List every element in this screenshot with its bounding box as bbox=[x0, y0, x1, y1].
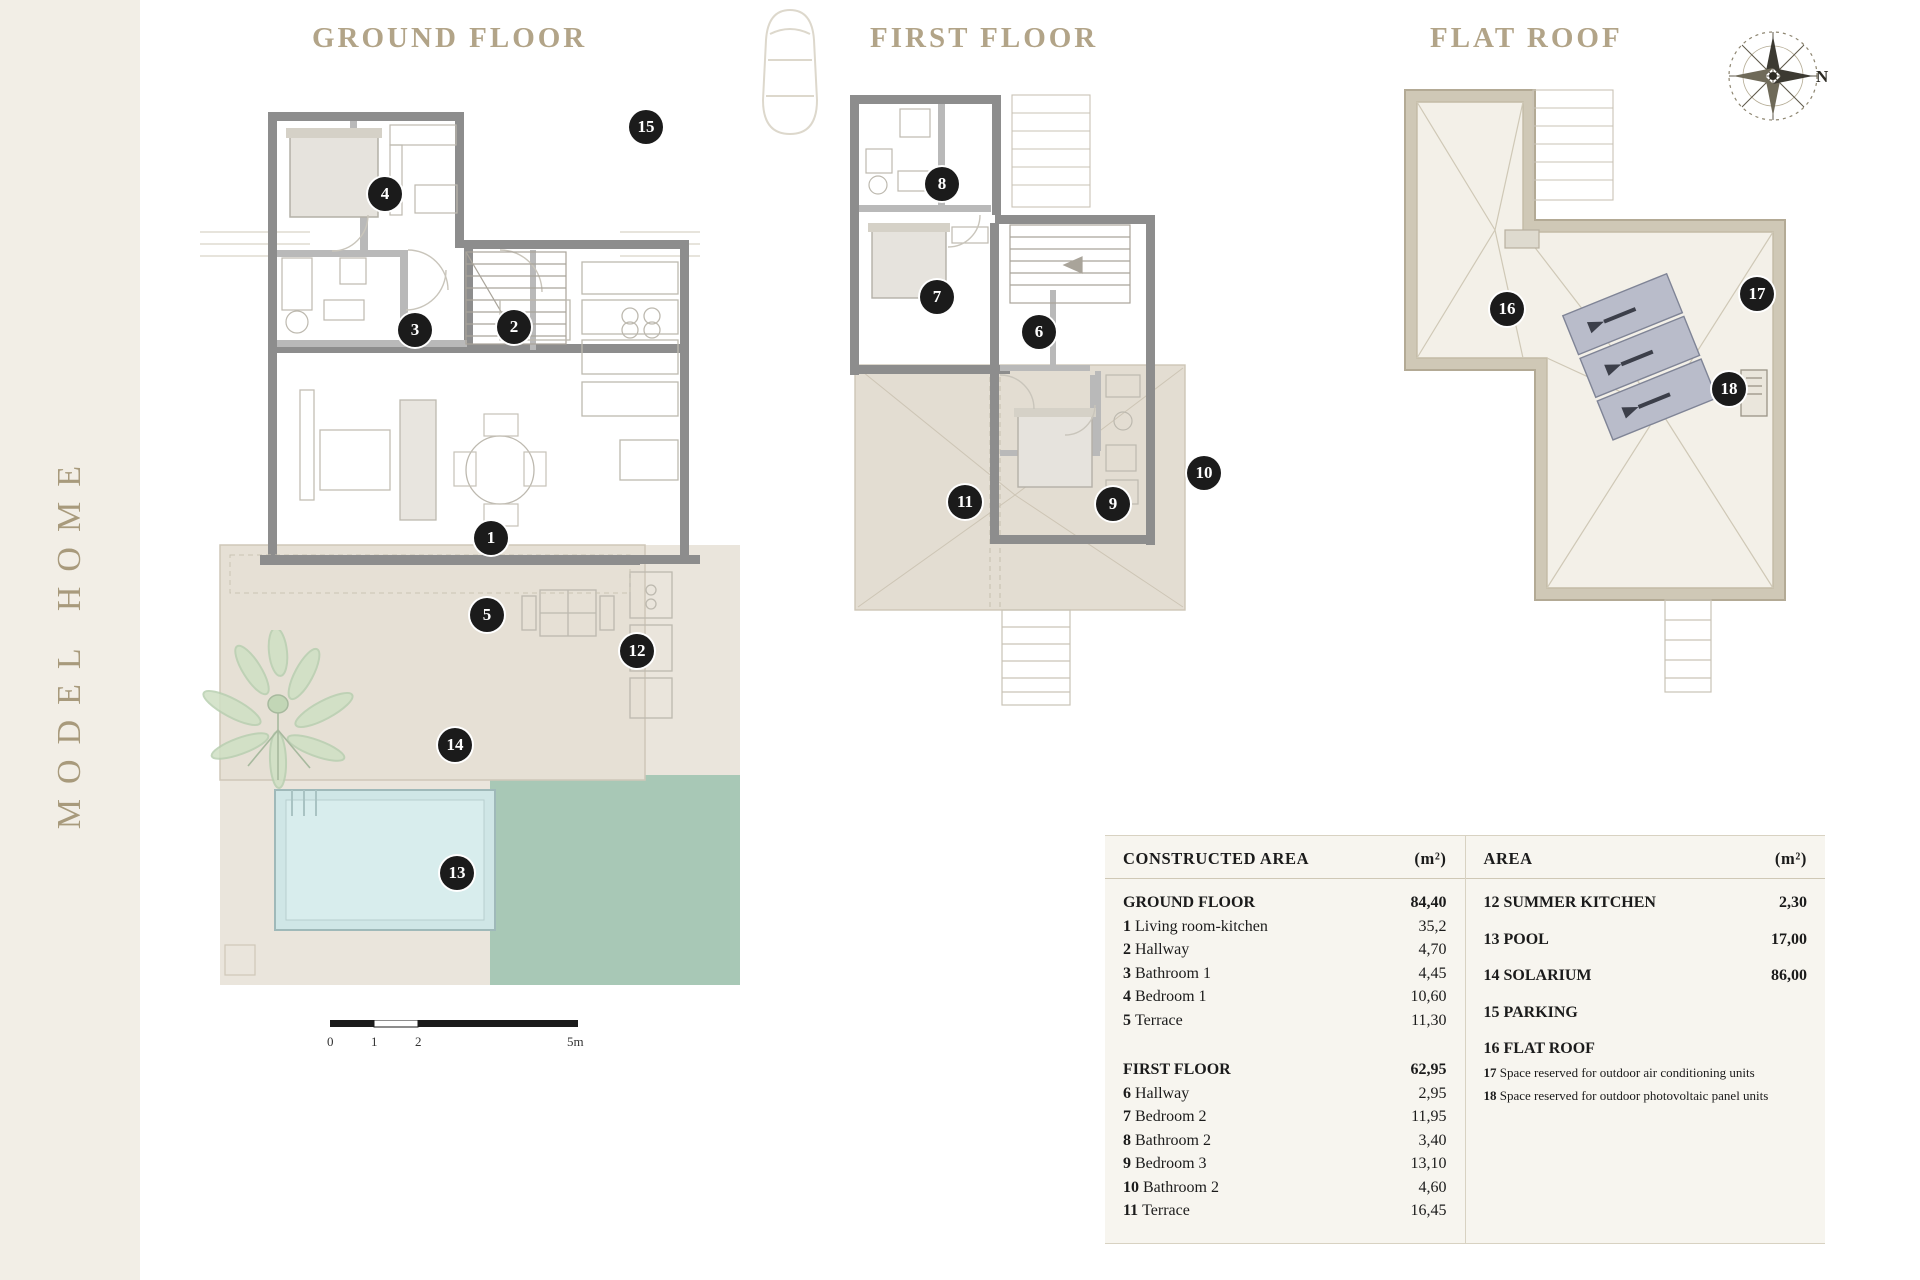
marker-18[interactable]: 18 bbox=[1712, 372, 1746, 406]
constructed-area-table-header bbox=[1105, 836, 1465, 879]
area-unit: (m²) bbox=[1774, 849, 1807, 868]
row-num: 18 bbox=[1483, 1088, 1497, 1103]
plant-decoration-icon bbox=[200, 630, 360, 800]
row-num: 5 bbox=[1123, 1011, 1131, 1029]
row-value: 4,60 bbox=[1418, 1178, 1447, 1196]
row-num: 6 bbox=[1123, 1084, 1131, 1102]
row-value: 2,30 bbox=[1779, 894, 1807, 911]
row-name: Bedroom 2 bbox=[1135, 1108, 1207, 1125]
row-name: Space reserved for outdoor photovoltaic panel units bbox=[1499, 1088, 1769, 1103]
row-name: PARKING bbox=[1503, 1003, 1578, 1021]
table-row bbox=[1484, 1037, 1808, 1061]
row-value: 62,95 bbox=[1410, 1061, 1447, 1078]
title-flat-roof: FLAT ROOF bbox=[1430, 22, 1623, 54]
row-num: 11 bbox=[1123, 1202, 1139, 1219]
table-row bbox=[1123, 1082, 1447, 1106]
row-name: Bathroom 1 bbox=[1135, 964, 1211, 982]
row-num: 16 bbox=[1483, 1040, 1500, 1057]
row-num: 17 bbox=[1483, 1064, 1497, 1080]
table-row bbox=[1123, 891, 1447, 915]
row-num: 2 bbox=[1123, 941, 1131, 958]
table-row bbox=[1123, 1176, 1447, 1200]
row-name: Space reserved for outdoor air conditioning units bbox=[1499, 1064, 1755, 1080]
scale-bar bbox=[327, 1020, 590, 1060]
row-value: 4,45 bbox=[1418, 964, 1447, 982]
row-name: FIRST FLOOR bbox=[1123, 1061, 1231, 1078]
row-num: 15 bbox=[1483, 1003, 1500, 1021]
marker-7[interactable]: 7 bbox=[920, 280, 954, 314]
row-num: 9 bbox=[1123, 1155, 1131, 1172]
area-title: AREA bbox=[1483, 849, 1533, 868]
row-name: Terrace bbox=[1142, 1202, 1190, 1219]
constructed-area-unit: (m²) bbox=[1414, 849, 1447, 868]
row-num: 12 bbox=[1483, 894, 1500, 911]
marker-1[interactable]: 1 bbox=[474, 521, 508, 555]
row-value: 35,2 bbox=[1418, 917, 1447, 935]
row-num: 7 bbox=[1123, 1108, 1131, 1125]
row-num: 8 bbox=[1123, 1131, 1131, 1149]
marker-12[interactable]: 12 bbox=[620, 634, 654, 668]
row-num: 3 bbox=[1123, 964, 1131, 982]
marker-13[interactable]: 13 bbox=[440, 856, 474, 890]
marker-15[interactable]: 15 bbox=[629, 110, 663, 144]
marker-10[interactable]: 10 bbox=[1187, 456, 1221, 490]
table-row bbox=[1484, 891, 1808, 915]
marker-6[interactable]: 6 bbox=[1022, 315, 1056, 349]
table-row bbox=[1484, 928, 1808, 952]
first-floor-plan bbox=[840, 75, 1300, 725]
marker-9[interactable]: 9 bbox=[1096, 487, 1130, 521]
table-row bbox=[1484, 1001, 1808, 1025]
row-value: 3,40 bbox=[1418, 1131, 1447, 1149]
table-row-spacer bbox=[1123, 1032, 1447, 1058]
row-name: SUMMER KITCHEN bbox=[1503, 894, 1656, 911]
table-row bbox=[1123, 1129, 1447, 1153]
row-name: Bedroom 3 bbox=[1135, 1155, 1207, 1172]
title-ground-floor: GROUND FLOOR bbox=[312, 22, 588, 54]
row-name: Terrace bbox=[1135, 1011, 1183, 1029]
row-num: 14 bbox=[1483, 967, 1500, 984]
area-tables bbox=[1105, 835, 1825, 1244]
ground-floor-plan bbox=[200, 0, 840, 1020]
table-row bbox=[1123, 962, 1447, 986]
marker-14[interactable]: 14 bbox=[438, 728, 472, 762]
row-name: FLAT ROOF bbox=[1503, 1040, 1595, 1057]
row-name: SOLARIUM bbox=[1503, 967, 1592, 984]
area-table bbox=[1466, 836, 1826, 1243]
row-name: Bathroom 2 bbox=[1135, 1131, 1211, 1149]
row-value: 2,95 bbox=[1418, 1084, 1447, 1102]
brand-vertical-title bbox=[0, 0, 140, 1280]
row-value: 17,00 bbox=[1771, 930, 1807, 948]
table-row bbox=[1123, 915, 1447, 939]
table-row bbox=[1123, 1105, 1447, 1129]
table-row bbox=[1123, 985, 1447, 1009]
row-value: 4,70 bbox=[1418, 941, 1447, 958]
row-name: Bedroom 1 bbox=[1135, 988, 1207, 1005]
row-value: 10,60 bbox=[1410, 988, 1447, 1005]
marker-17[interactable]: 17 bbox=[1740, 277, 1774, 311]
row-value: 16,45 bbox=[1410, 1202, 1447, 1219]
marker-4[interactable]: 4 bbox=[368, 177, 402, 211]
table-row bbox=[1484, 1061, 1808, 1085]
table-row bbox=[1484, 1084, 1808, 1108]
brand-vertical-title-text: MODEL HOME bbox=[51, 450, 88, 830]
row-name: GROUND FLOOR bbox=[1123, 894, 1255, 911]
svg-text:N: N bbox=[1816, 67, 1829, 86]
table-row bbox=[1123, 1058, 1447, 1082]
scale-tick-5m: 5m bbox=[567, 1034, 584, 1049]
constructed-area-title: CONSTRUCTED AREA bbox=[1123, 849, 1310, 868]
marker-8[interactable]: 8 bbox=[925, 167, 959, 201]
row-num: 1 bbox=[1123, 917, 1131, 935]
table-row bbox=[1123, 1152, 1447, 1176]
scale-tick-1: 1 bbox=[371, 1034, 378, 1049]
table-row bbox=[1123, 1199, 1447, 1223]
marker-2[interactable]: 2 bbox=[497, 310, 531, 344]
row-value: 11,95 bbox=[1411, 1108, 1447, 1125]
row-name: Living room-kitchen bbox=[1135, 917, 1268, 935]
title-first-floor: FIRST FLOOR bbox=[870, 22, 1099, 54]
table-row bbox=[1123, 938, 1447, 962]
scale-tick-0: 0 bbox=[327, 1034, 334, 1049]
marker-16[interactable]: 16 bbox=[1490, 292, 1524, 326]
marker-3[interactable]: 3 bbox=[398, 313, 432, 347]
row-num: 4 bbox=[1123, 988, 1131, 1005]
row-value: 84,40 bbox=[1410, 894, 1447, 911]
marker-11[interactable]: 11 bbox=[948, 485, 982, 519]
row-value: 86,00 bbox=[1771, 967, 1807, 984]
row-name: Bathroom 2 bbox=[1143, 1178, 1219, 1196]
row-value: 11,30 bbox=[1411, 1011, 1447, 1029]
scale-tick-2: 2 bbox=[415, 1034, 422, 1049]
row-num: 10 bbox=[1123, 1178, 1139, 1196]
table-row bbox=[1123, 1009, 1447, 1033]
row-value: 13,10 bbox=[1410, 1155, 1447, 1172]
flat-roof-plan bbox=[1385, 70, 1845, 710]
row-name: Hallway bbox=[1135, 941, 1190, 958]
row-name: Hallway bbox=[1135, 1084, 1190, 1102]
row-num: 13 bbox=[1483, 930, 1500, 948]
table-row bbox=[1484, 964, 1808, 988]
constructed-area-table bbox=[1105, 836, 1466, 1243]
marker-5[interactable]: 5 bbox=[470, 598, 504, 632]
row-name: POOL bbox=[1503, 930, 1549, 948]
area-table-header bbox=[1466, 836, 1826, 879]
